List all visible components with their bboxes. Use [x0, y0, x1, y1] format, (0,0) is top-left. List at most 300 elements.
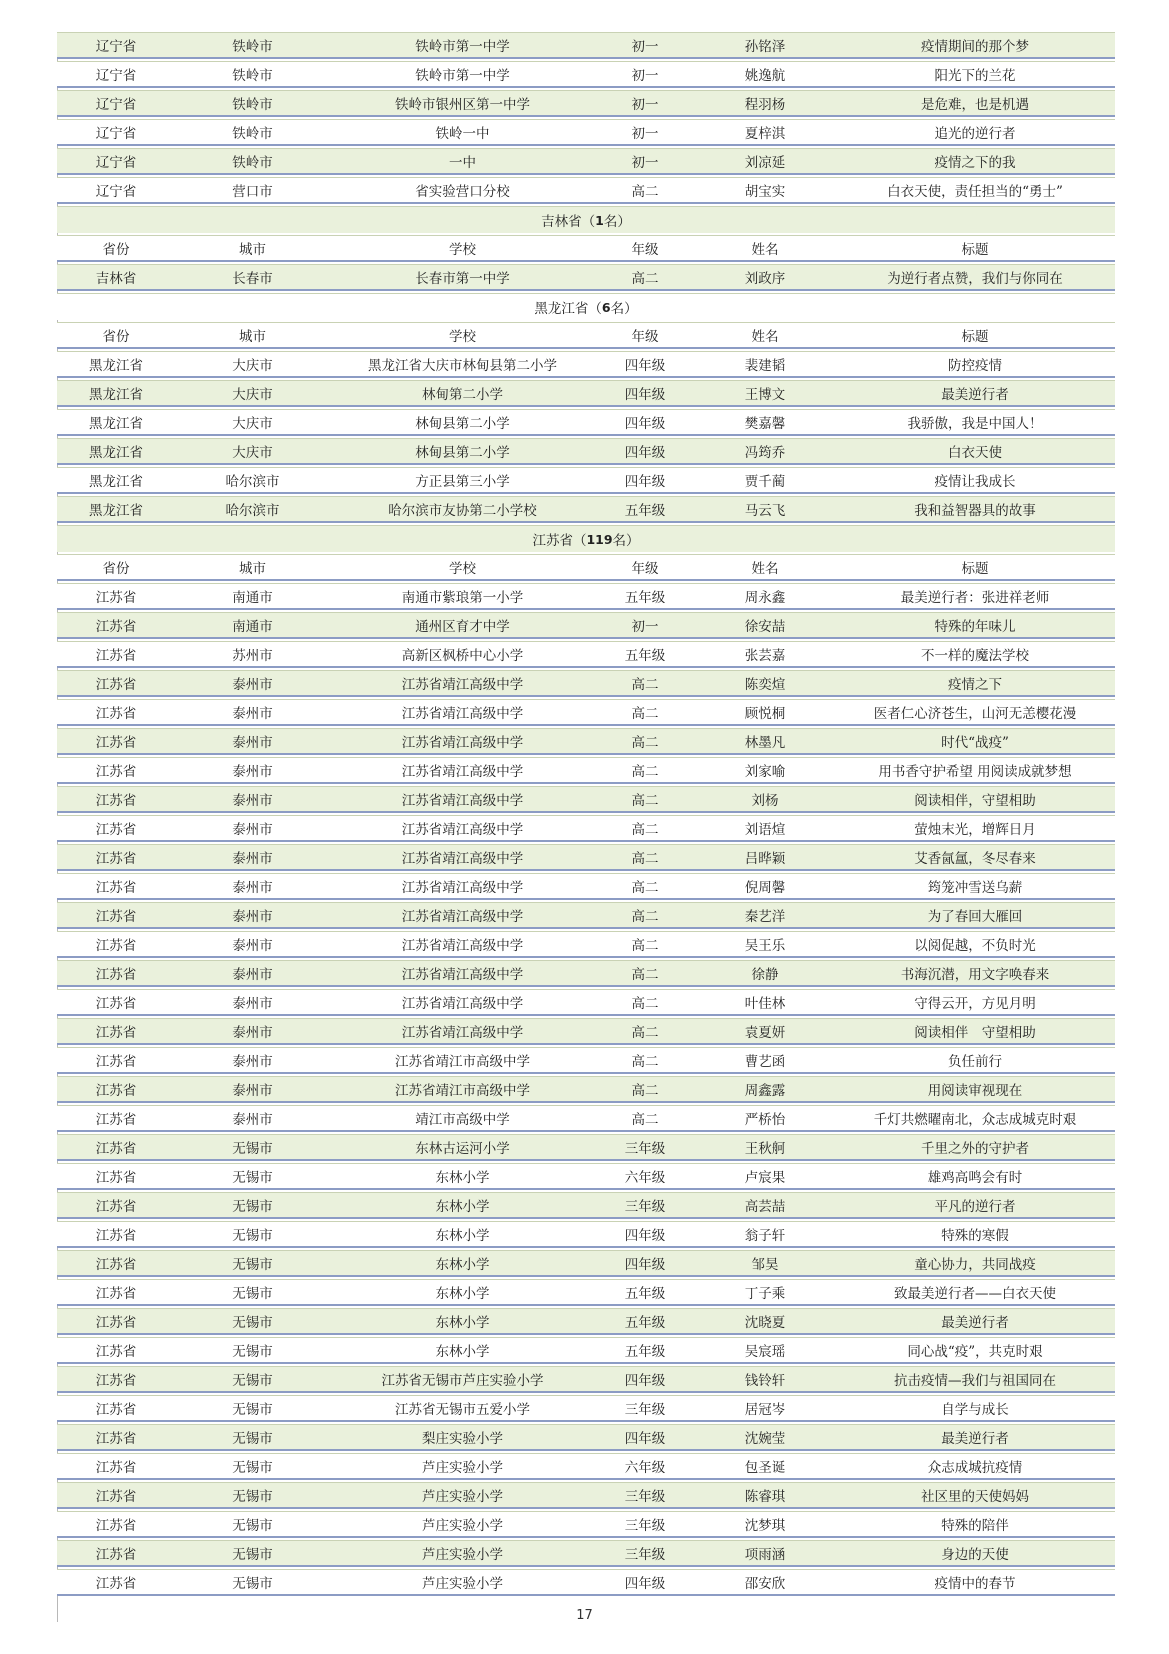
cell-grade: 四年级: [624, 416, 666, 432]
cell-title: 白衣天使，责任担当的“勇士”: [887, 184, 1063, 200]
table-row: [57, 844, 1115, 871]
cell-title: 我和益智器具的故事: [914, 503, 1036, 519]
cell-grade: 初一: [631, 619, 659, 635]
cell-name: 刘语煊: [744, 822, 786, 838]
cell-title: 特殊的寒假: [941, 1228, 1009, 1244]
cell-title: 白衣天使: [948, 445, 1002, 461]
table-row: [57, 728, 1115, 755]
cell-title: 众志成城抗疫情: [927, 1460, 1023, 1476]
cell-province: 辽宁省: [95, 97, 137, 113]
section-title: [57, 206, 1115, 233]
cell-school: 铁岭市第一中学: [415, 68, 510, 84]
cell-title: 追光的逆行者: [934, 126, 1016, 142]
cell-school: 学校: [449, 329, 476, 345]
cell-name: 吕晔颖: [744, 851, 786, 867]
cell-name: 卢宸果: [744, 1170, 786, 1186]
cell-city: 铁岭市: [232, 97, 273, 113]
cell-school: 东林小学: [435, 1228, 490, 1244]
cell-name: 袁夏妍: [744, 1025, 786, 1041]
cell-province: 江苏省: [95, 967, 137, 983]
cell-city: 泰州市: [232, 909, 273, 925]
cell-name: 叶佳林: [744, 996, 786, 1012]
cell-city: 铁岭市: [232, 155, 273, 171]
cell-school: 林甸县第二小学: [415, 445, 510, 461]
cell-school: 高新区枫桥中心小学: [401, 648, 524, 664]
cell-title: 为逆行者点赞，我们与你同在: [887, 271, 1063, 287]
cell-name: 胡宝实: [744, 184, 786, 200]
cell-school: 靖江市高级中学: [415, 1112, 510, 1128]
cell-city: 长春市: [232, 271, 273, 287]
cell-city: 无锡市: [232, 1315, 273, 1331]
cell-school: 东林古运河小学: [415, 1141, 510, 1157]
cell-province: 江苏省: [95, 1460, 137, 1476]
cell-title: 标题: [961, 329, 989, 345]
cell-school: 东林小学: [435, 1170, 490, 1186]
table-header-row: [57, 554, 1115, 581]
cell-name: 吴王乐: [744, 938, 786, 954]
cell-grade: 三年级: [624, 1489, 666, 1505]
cell-name: 王秋舸: [744, 1141, 786, 1157]
cell-school: 一中: [449, 155, 476, 171]
table-row: [57, 1250, 1115, 1277]
cell-school: 江苏省靖江高级中学: [401, 909, 524, 925]
section-count: 6: [601, 299, 611, 315]
cell-school: 东林小学: [435, 1199, 490, 1215]
cell-school: 江苏省靖江高级中学: [401, 793, 524, 809]
cell-province: 黑龙江省: [89, 503, 143, 519]
cell-title: 疫情让我成长: [934, 474, 1016, 490]
cell-province: 辽宁省: [95, 39, 137, 55]
cell-name: 徐静: [751, 967, 779, 983]
cell-school: 芦庄实验小学: [422, 1489, 503, 1505]
section-count: 1: [595, 212, 604, 228]
cell-province: 黑龙江省: [89, 474, 143, 490]
cell-name: 秦艺洋: [744, 909, 786, 925]
cell-title: 疫情中的春节: [934, 1576, 1016, 1592]
cell-grade: 四年级: [624, 387, 666, 403]
table-row: [57, 786, 1115, 813]
cell-grade: 高二: [631, 822, 659, 838]
cell-city: 泰州市: [232, 1025, 273, 1041]
cell-grade: 高二: [631, 184, 659, 200]
table-row: [57, 1366, 1115, 1393]
cell-grade: 年级: [631, 242, 659, 258]
cell-city: 泰州市: [232, 735, 273, 751]
cell-province: 江苏省: [95, 735, 137, 751]
cell-name: 马云飞: [744, 503, 786, 519]
cell-school: 江苏省靖江高级中学: [401, 1025, 524, 1041]
cell-grade: 高二: [631, 764, 659, 780]
section-count: 119: [586, 531, 613, 547]
table-row: [57, 1337, 1115, 1364]
cell-school: 林甸县第二小学: [415, 416, 510, 432]
cell-city: 无锡市: [232, 1576, 273, 1592]
cell-title: 平凡的逆行者: [934, 1199, 1016, 1215]
cell-school: 芦庄实验小学: [422, 1576, 503, 1592]
table-row: [57, 1076, 1115, 1103]
table-row: [57, 90, 1115, 117]
cell-school: 东林小学: [435, 1344, 490, 1360]
cell-city: 营口市: [232, 184, 273, 200]
cell-city: 无锡市: [232, 1431, 273, 1447]
cell-city: 泰州市: [232, 996, 273, 1012]
cell-province: 江苏省: [95, 648, 137, 664]
table-row: [57, 409, 1115, 436]
cell-grade: 五年级: [624, 648, 666, 664]
cell-title: 不一样的魔法学校: [921, 648, 1029, 664]
table-row: [57, 1482, 1115, 1509]
cell-name: 曹艺函: [744, 1054, 786, 1070]
cell-school: 江苏省靖江高级中学: [401, 938, 524, 954]
cell-city: 大庆市: [232, 416, 273, 432]
cell-school: 江苏省靖江高级中学: [401, 764, 524, 780]
cell-title: 身边的天使: [941, 1547, 1009, 1563]
cell-grade: 高二: [631, 938, 659, 954]
cell-grade: 高二: [631, 1112, 659, 1128]
cell-province: 辽宁省: [95, 184, 137, 200]
cell-school: 江苏省靖江高级中学: [401, 880, 524, 896]
cell-province: 江苏省: [95, 1431, 137, 1447]
table-row: [57, 264, 1115, 291]
cell-province: 江苏省: [95, 1025, 137, 1041]
cell-school: 江苏省靖江高级中学: [401, 967, 524, 983]
cell-school: 东林小学: [435, 1315, 490, 1331]
table-row: [57, 1134, 1115, 1161]
table-row: [57, 351, 1115, 378]
table-row: [57, 612, 1115, 639]
cell-province: 江苏省: [95, 1228, 137, 1244]
cell-name: 姚逸航: [744, 68, 786, 84]
cell-school: 省实验营口分校: [415, 184, 510, 200]
cell-title: 负任前行: [948, 1054, 1002, 1070]
cell-province: 江苏省: [95, 851, 137, 867]
cell-city: 苏州市: [232, 648, 273, 664]
cell-title: 守得云开，方见月明: [914, 996, 1036, 1012]
cell-title: 抗击疫情—我们与祖国同在: [894, 1373, 1056, 1389]
cell-province: 江苏省: [95, 1373, 137, 1389]
cell-name: 程羽杨: [744, 97, 786, 113]
cell-grade: 六年级: [624, 1460, 666, 1476]
section-title-prefix: 吉林省（: [541, 214, 596, 230]
cell-grade: 高二: [631, 909, 659, 925]
cell-province: 江苏省: [95, 619, 137, 635]
table-header-row: [57, 235, 1115, 262]
cell-title: 最美逆行者: [941, 1431, 1009, 1447]
cell-province: 江苏省: [95, 1054, 137, 1070]
table-header-row: [57, 322, 1115, 349]
cell-city: 南通市: [232, 619, 273, 635]
cell-school: 江苏省靖江市高级中学: [395, 1083, 530, 1099]
cell-name: 钱铃轩: [744, 1373, 786, 1389]
cell-city: 无锡市: [232, 1199, 273, 1215]
cell-province: 辽宁省: [95, 126, 137, 142]
cell-city: 城市: [239, 329, 266, 345]
cell-name: 严桥怡: [744, 1112, 786, 1128]
cell-name: 刘杨: [751, 793, 779, 809]
cell-grade: 高二: [631, 793, 659, 809]
table-row: [57, 757, 1115, 784]
cell-grade: 高二: [631, 1083, 659, 1099]
table-row: [57, 1569, 1115, 1596]
cell-grade: 高二: [631, 735, 659, 751]
table-row: [57, 902, 1115, 929]
table-row: [57, 1279, 1115, 1306]
cell-name: 倪周馨: [744, 880, 786, 896]
cell-province: 江苏省: [95, 1489, 137, 1505]
cell-province: 辽宁省: [95, 155, 137, 171]
cell-title: 医者仁心济苍生，山河无恙樱花漫: [873, 706, 1077, 722]
cell-grade: 三年级: [624, 1402, 666, 1418]
cell-name: 张芸嘉: [744, 648, 786, 664]
cell-city: 无锡市: [232, 1228, 273, 1244]
table-row: [57, 1511, 1115, 1538]
cell-province: 黑龙江省: [89, 416, 143, 432]
cell-grade: 四年级: [624, 358, 666, 374]
cell-school: 学校: [449, 561, 476, 577]
cell-school: 方正县第三小学: [415, 474, 510, 490]
cell-name: 刘政序: [744, 271, 786, 287]
cell-grade: 四年级: [624, 474, 666, 490]
cell-province: 江苏省: [95, 880, 137, 896]
cell-title: 筠笼冲雪送乌薪: [927, 880, 1023, 896]
cell-school: 江苏省无锡市五爱小学: [395, 1402, 530, 1418]
cell-grade: 三年级: [624, 1518, 666, 1534]
table-row: [57, 989, 1115, 1016]
table-row: [57, 467, 1115, 494]
cell-name: 林墨凡: [744, 735, 786, 751]
cell-city: 大庆市: [232, 445, 273, 461]
cell-province: 江苏省: [95, 1344, 137, 1360]
cell-province: 吉林省: [95, 271, 137, 287]
cell-grade: 初一: [631, 155, 659, 171]
cell-province: 黑龙江省: [89, 387, 143, 403]
cell-grade: 高二: [631, 706, 659, 722]
section-title-prefix: 黑龙江省（: [534, 301, 602, 317]
cell-school: 学校: [449, 242, 476, 258]
cell-name: 陈奕煊: [744, 677, 786, 693]
cell-school: 江苏省靖江高级中学: [401, 851, 524, 867]
cell-title: 雄鸡高鸣会有时: [927, 1170, 1023, 1186]
cell-title: 书海沉潜，用文字唤春来: [900, 967, 1050, 983]
cell-city: 泰州市: [232, 938, 273, 954]
cell-province: 江苏省: [95, 1199, 137, 1215]
cell-city: 无锡市: [232, 1344, 273, 1360]
cell-grade: 四年级: [624, 1431, 666, 1447]
cell-title: 疫情期间的那个梦: [921, 39, 1029, 55]
cell-city: 无锡市: [232, 1489, 273, 1505]
cell-province: 江苏省: [95, 1170, 137, 1186]
cell-title: 致最美逆行者——白衣天使: [894, 1286, 1056, 1302]
cell-city: 无锡市: [232, 1373, 273, 1389]
table-row: [57, 1018, 1115, 1045]
table-row: [57, 583, 1115, 610]
cell-title: 最美逆行者：张进祥老师: [900, 590, 1050, 606]
cell-province: 江苏省: [95, 1141, 137, 1157]
table-row: [57, 931, 1115, 958]
cell-province: 江苏省: [95, 1112, 137, 1128]
cell-city: 铁岭市: [232, 126, 273, 142]
cell-grade: 五年级: [624, 1315, 666, 1331]
table-row: [57, 119, 1115, 146]
cell-title: 疫情之下的我: [934, 155, 1016, 171]
cell-title: 阳光下的兰花: [934, 68, 1016, 84]
cell-city: 无锡市: [232, 1257, 273, 1273]
cell-school: 林甸第二小学: [422, 387, 503, 403]
cell-province: 江苏省: [95, 1547, 137, 1563]
cell-title: 时代“战疫”: [941, 735, 1009, 751]
page-number: 17: [576, 1608, 593, 1623]
table-row: [57, 960, 1115, 987]
cell-name: 姓名: [751, 561, 779, 577]
cell-city: 大庆市: [232, 358, 273, 374]
cell-title: 是危难，也是机遇: [921, 97, 1029, 113]
cell-province: 江苏省: [95, 1315, 137, 1331]
cell-grade: 高二: [631, 880, 659, 896]
cell-school: 江苏省靖江高级中学: [401, 677, 524, 693]
table-row: [57, 380, 1115, 407]
cell-city: 无锡市: [232, 1141, 273, 1157]
cell-school: 铁岭一中: [435, 126, 490, 142]
cell-name: 姓名: [751, 242, 779, 258]
cell-province: 江苏省: [95, 1518, 137, 1534]
cell-city: 城市: [239, 242, 266, 258]
cell-title: 以阅促越，不负时光: [914, 938, 1036, 954]
cell-province: 江苏省: [95, 590, 137, 606]
cell-city: 泰州市: [232, 880, 273, 896]
cell-city: 泰州市: [232, 967, 273, 983]
cell-title: 用阅读审视现在: [927, 1083, 1023, 1099]
table-row: [57, 670, 1115, 697]
cell-school: 芦庄实验小学: [422, 1518, 503, 1534]
cell-grade: 五年级: [624, 503, 666, 519]
table-row: [57, 1192, 1115, 1219]
section-title: [57, 293, 1115, 320]
cell-grade: 三年级: [624, 1547, 666, 1563]
cell-grade: 五年级: [624, 1344, 666, 1360]
cell-title: 标题: [961, 561, 989, 577]
section-title: [57, 525, 1115, 552]
table-row: [57, 1424, 1115, 1451]
cell-name: 顾悦桐: [744, 706, 786, 722]
cell-grade: 三年级: [624, 1141, 666, 1157]
cell-school: 长春市第一中学: [415, 271, 510, 287]
cell-grade: 高二: [631, 967, 659, 983]
cell-city: 铁岭市: [232, 39, 273, 55]
cell-province: 辽宁省: [95, 68, 137, 84]
cell-province: 黑龙江省: [89, 445, 143, 461]
cell-name: 刘家喻: [744, 764, 786, 780]
table-row: [57, 1105, 1115, 1132]
table-row: [57, 699, 1115, 726]
cell-name: 邵安欣: [744, 1576, 786, 1592]
cell-city: 大庆市: [232, 387, 273, 403]
cell-title: 萤烛末光，增辉日月: [914, 822, 1036, 838]
cell-name: 沈晓夏: [744, 1315, 786, 1331]
section-title-suffix: 名）: [610, 301, 638, 317]
cell-school: 南通市紫琅第一小学: [401, 590, 524, 606]
cell-grade: 高二: [631, 1054, 659, 1070]
cell-grade: 三年级: [624, 1199, 666, 1215]
cell-city: 无锡市: [232, 1460, 273, 1476]
cell-grade: 四年级: [624, 1576, 666, 1592]
cell-city: 泰州市: [232, 764, 273, 780]
cell-name: 冯筠乔: [744, 445, 786, 461]
cell-title: 我骄傲，我是中国人！: [907, 416, 1043, 432]
cell-province: 江苏省: [95, 822, 137, 838]
cell-name: 高芸喆: [744, 1199, 786, 1215]
section-title-suffix: 名）: [603, 214, 631, 230]
cell-name: 包圣诞: [744, 1460, 786, 1476]
cell-title: 艾香氤氲，冬尽春来: [914, 851, 1036, 867]
cell-name: 周永鑫: [744, 590, 786, 606]
cell-school: 东林小学: [435, 1286, 490, 1302]
cell-grade: 五年级: [624, 1286, 666, 1302]
cell-province: 江苏省: [95, 764, 137, 780]
cell-grade: 高二: [631, 996, 659, 1012]
cell-school: 江苏省靖江高级中学: [401, 735, 524, 751]
cell-name: 吴宸瑶: [744, 1344, 786, 1360]
cell-title: 为了春回大雁回: [927, 909, 1023, 925]
table-row: [57, 438, 1115, 465]
cell-school: 东林小学: [435, 1257, 490, 1273]
cell-title: 阅读相伴，守望相助: [914, 793, 1036, 809]
cell-city: 泰州市: [232, 1112, 273, 1128]
cell-grade: 初一: [631, 68, 659, 84]
table-row: [57, 1047, 1115, 1074]
cell-name: 翁子轩: [744, 1228, 786, 1244]
cell-grade: 初一: [631, 97, 659, 113]
cell-name: 夏梓淇: [744, 126, 786, 142]
table-row: [57, 32, 1115, 59]
cell-province: 江苏省: [95, 1576, 137, 1592]
cell-city: 泰州市: [232, 851, 273, 867]
cell-name: 丁子乘: [744, 1286, 786, 1302]
cell-city: 泰州市: [232, 677, 273, 693]
cell-province: 江苏省: [95, 996, 137, 1012]
cell-city: 泰州市: [232, 1054, 273, 1070]
section-title-suffix: 名）: [612, 533, 640, 549]
cell-title: 疫情之下: [948, 677, 1002, 693]
cell-province: 江苏省: [95, 938, 137, 954]
cell-name: 王博文: [744, 387, 786, 403]
cell-school: 黑龙江省大庆市林甸县第二小学: [368, 358, 557, 374]
cell-grade: 年级: [631, 561, 659, 577]
cell-title: 最美逆行者: [941, 1315, 1009, 1331]
cell-title: 特殊的年味儿: [934, 619, 1016, 635]
cell-school: 铁岭市第一中学: [415, 39, 510, 55]
cell-city: 南通市: [232, 590, 273, 606]
cell-grade: 四年级: [624, 1257, 666, 1273]
cell-grade: 高二: [631, 851, 659, 867]
cell-city: 铁岭市: [232, 68, 273, 84]
table-row: [57, 148, 1115, 175]
cell-province: 黑龙江省: [89, 358, 143, 374]
cell-name: 邹昊: [751, 1257, 779, 1273]
cell-city: 无锡市: [232, 1402, 273, 1418]
cell-province: 江苏省: [95, 1257, 137, 1273]
cell-grade: 初一: [631, 126, 659, 142]
cell-grade: 四年级: [624, 445, 666, 461]
cell-school: 通州区育才中学: [415, 619, 510, 635]
table-row: [57, 61, 1115, 88]
cell-school: 哈尔滨市友协第二小学校: [388, 503, 537, 519]
cell-province: 江苏省: [95, 1402, 137, 1418]
table-row: [57, 1221, 1115, 1248]
cell-title: 童心协力，共同战疫: [914, 1257, 1036, 1273]
cell-title: 标题: [961, 242, 989, 258]
table-row: [57, 1395, 1115, 1422]
cell-city: 哈尔滨市: [225, 503, 280, 519]
